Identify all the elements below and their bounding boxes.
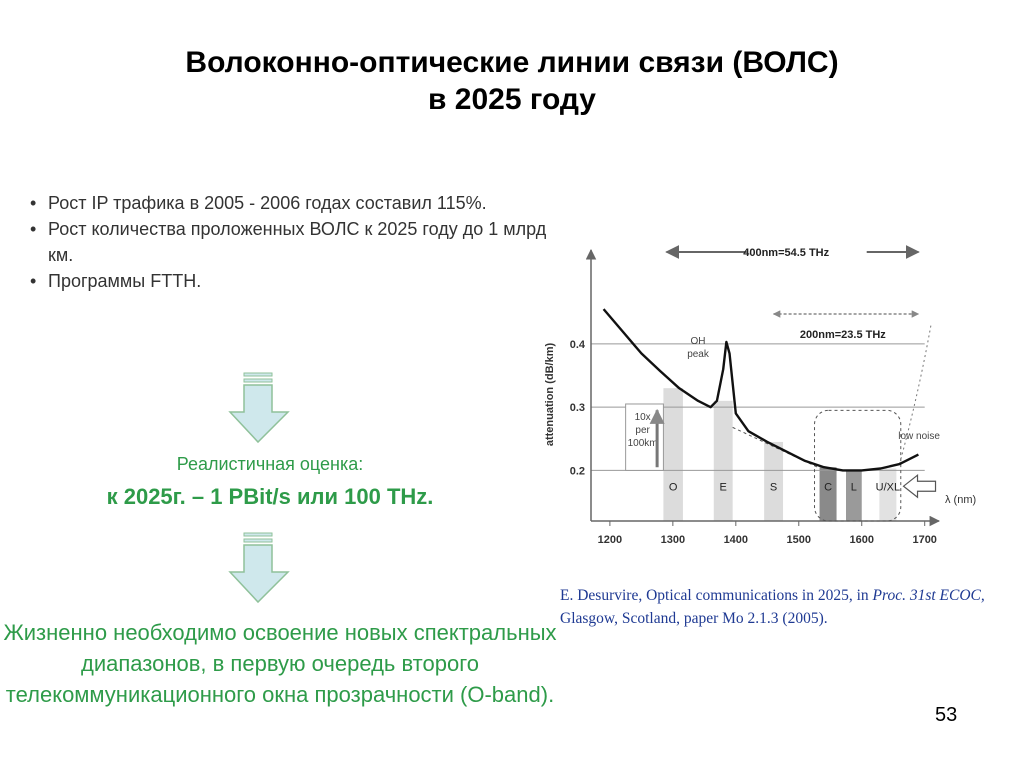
y-tick-label: 0.3: [569, 402, 585, 415]
x-tick-label: 1600: [849, 534, 874, 546]
bullet-item: • Программы FTTH.: [28, 268, 573, 294]
x-axis-label: λ (nm): [945, 494, 977, 506]
band-label-L: L: [850, 481, 857, 494]
oh-peak-label: peak: [687, 348, 709, 360]
band-rect-C: [820, 467, 837, 521]
band-label-O: O: [668, 481, 678, 494]
band-label-S: S: [769, 481, 778, 494]
x-tick-label: 1400: [723, 534, 749, 546]
span-label-200nm: 200nm=23.5 THz: [799, 329, 886, 341]
citation-rest: Glasgow, Scotland, paper Mo 2.1.3 (2005).: [560, 610, 828, 627]
y-tick-label: 0.2: [569, 465, 585, 478]
y-tick-label: 0.4: [569, 338, 585, 351]
slide-title: [0, 44, 1024, 118]
conclusion-text: Жизненно необходимо освоение новых спектральных диапазонов, в первую очередь второго телекоммуникационного окна прозрачности (O-band).: [3, 620, 557, 707]
factor-label: 10x: [634, 411, 651, 423]
factor-label: per: [635, 424, 650, 436]
band-rect-L: [846, 470, 862, 521]
bullet-item: • Рост количества проложенных ВОЛС к 2025 году до 1 млрд км.: [28, 216, 573, 268]
bullet-list: [28, 190, 573, 294]
down-arrow-icon: [228, 532, 290, 604]
band-label-U/XL: U/XL: [875, 481, 901, 494]
factor-label: 100km: [627, 437, 658, 449]
low-noise-label: low noise: [898, 430, 940, 442]
hollow-arrow-icon: [904, 475, 936, 497]
x-tick-label: 1700: [912, 534, 937, 546]
extrapolated-line: [900, 325, 931, 464]
citation-venue: Proc. 31st ECOC,: [872, 587, 985, 604]
band-rect-O: [663, 388, 683, 521]
estimate-value: к 2025г. – 1 PBit/s или 100 THz.: [106, 484, 434, 509]
down-arrow-icon: [228, 372, 290, 444]
attenuation-chart: [535, 238, 1015, 558]
page-number: 53: [935, 704, 958, 726]
bullet-item: • Рост IP трафика в 2005 - 2006 годах составил 115%.: [28, 190, 573, 216]
x-tick-label: 1200: [597, 534, 623, 546]
estimate-label: Реалистичная оценка:: [176, 454, 364, 474]
y-axis-label: attenuation (dB/km): [544, 342, 556, 447]
band-rect-E: [714, 401, 733, 521]
oh-peak-label: OH: [690, 335, 706, 347]
citation-author: E. Desurvire, Optical communications in 2025, in: [560, 587, 873, 604]
band-rect-U/XL: [879, 469, 896, 521]
band-label-C: C: [824, 481, 833, 494]
x-tick-label: 1300: [660, 534, 686, 546]
band-label-E: E: [719, 481, 727, 494]
title-line-1: Волоконно-оптические линии связи (ВОЛС): [185, 46, 839, 79]
citation: [560, 584, 1015, 630]
title-line-2: в 2025 году: [428, 83, 596, 116]
span-label-400nm: 400nm=54.5 THz: [743, 247, 830, 259]
attenuation-chart-svg: [535, 238, 1015, 558]
x-tick-label: 1500: [786, 534, 812, 546]
